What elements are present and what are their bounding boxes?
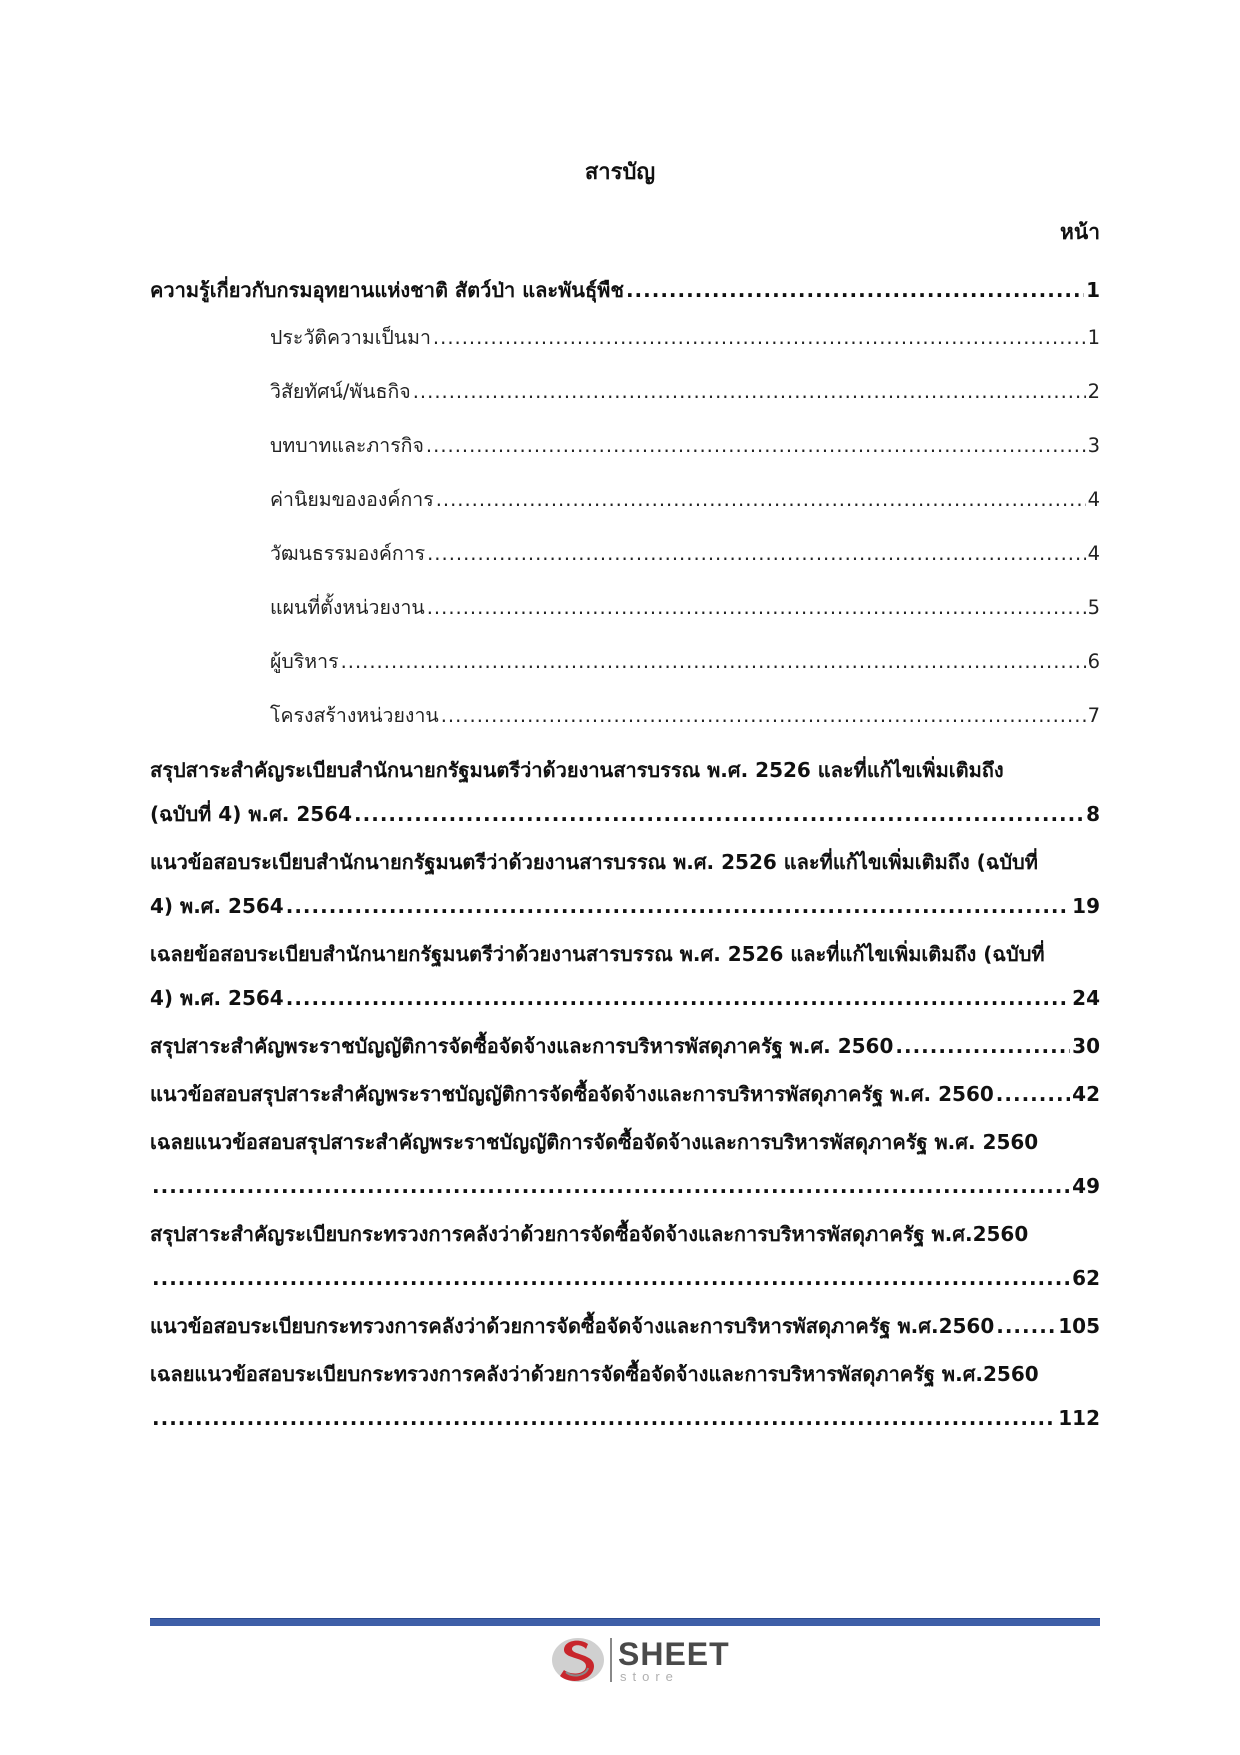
toc-entry-main [150,932,1100,1020]
toc-entry-main [150,1304,1100,1348]
dot-leader [426,424,1086,468]
toc-line [150,976,1100,1020]
toc-line [270,424,1100,468]
footer-rule [150,1618,1100,1626]
toc-entry-sub [150,424,1100,468]
toc-page-number: 105 [1058,1314,1100,1338]
toc-line [270,694,1100,738]
toc-entry-main [150,748,1100,836]
toc-line [150,1164,1100,1208]
dot-leader [152,1256,1070,1300]
page-column-header: หน้า [1060,220,1100,244]
toc-page-number: 24 [1072,986,1100,1010]
toc-entry-text: ค่านิยมขององค์การ [270,488,434,511]
toc-entry-sub [150,370,1100,414]
toc-entry-text: แนวข้อสอบระเบียบสำนักนายกรัฐมนตรีว่าด้วยงานสารบรรณ พ.ศ. 2526 และที่แก้ไขเพิ่มเติมถึง (ฉบับที่ [150,850,1038,874]
toc-line [270,586,1100,630]
logo-separator [610,1638,612,1682]
toc-entry-text: วัฒนธรรมองค์การ [270,542,426,565]
toc-line [150,1212,1100,1256]
toc-entry-text: 4) พ.ศ. 2564 [150,894,284,918]
toc-line [150,1120,1100,1164]
toc-line [150,1304,1100,1348]
toc-page-number: 5 [1087,596,1100,619]
sheet-store-s-icon [550,1632,606,1692]
dot-leader [413,370,1086,414]
toc-line [150,1256,1100,1300]
toc-line [150,268,1100,312]
toc-page-number: 62 [1072,1266,1100,1290]
toc-page-number: 30 [1072,1034,1100,1058]
toc-entry-text: เฉลยข้อสอบระเบียบสำนักนายกรัฐมนตรีว่าด้วยงานสารบรรณ พ.ศ. 2526 และที่แก้ไขเพิ่มเติมถึง (ฉบับที่ [150,942,1045,966]
dot-leader [354,792,1084,836]
toc-line [270,478,1100,522]
toc-page-number: 2 [1087,380,1100,403]
dot-leader [441,694,1086,738]
toc-line [270,532,1100,576]
dot-leader [626,268,1084,312]
dot-leader [427,586,1086,630]
toc-entry-text: แผนที่ตั้งหน่วยงาน [270,596,425,619]
toc-line [150,1396,1100,1440]
toc-entry-text: เฉลยแนวข้อสอบระเบียบกระทรวงการคลังว่าด้วยการจัดซื้อจัดจ้างและการบริหารพัสดุภาครัฐ พ.ศ.2560 [150,1362,1039,1386]
dot-leader [286,976,1070,1020]
table-of-contents [150,268,1100,1444]
dot-leader [436,478,1086,522]
toc-entry-text: ความรู้เกี่ยวกับกรมอุทยานแห่งชาติ สัตว์ป่า และพันธุ์พืช [150,278,624,302]
dot-leader [286,884,1070,928]
page-title: สารบัญ [584,160,656,185]
toc-entry-text: เฉลยแนวข้อสอบสรุปสาระสำคัญพระราชบัญญัติการจัดซื้อจัดจ้างและการบริหารพัสดุภาครัฐ พ.ศ. 2560 [150,1130,1039,1154]
toc-line [150,792,1100,836]
toc-page-number: 3 [1087,434,1100,457]
toc-line [270,316,1100,360]
toc-entry-text: ผู้บริหาร [270,650,339,673]
toc-entry-text: แนวข้อสอบระเบียบกระทรวงการคลังว่าด้วยการจัดซื้อจัดจ้างและการบริหารพัสดุภาครัฐ พ.ศ.2560 [150,1314,995,1338]
toc-entry-main [150,1352,1100,1440]
dot-leader [427,532,1085,576]
toc-entry-text: สรุปสาระสำคัญพระราชบัญญัติการจัดซื้อจัดจ้างและการบริหารพัสดุภาครัฐ พ.ศ. 2560 [150,1034,894,1058]
toc-line [270,640,1100,684]
toc-page-number: 8 [1086,802,1100,826]
toc-entry-main [150,840,1100,928]
logo-subtitle: store [620,1669,679,1684]
toc-entry-text: แนวข้อสอบสรุปสาระสำคัญพระราชบัญญัติการจัดซื้อจัดจ้างและการบริหารพัสดุภาครัฐ พ.ศ. 2560 [150,1082,994,1106]
toc-entry-main [150,268,1100,312]
dot-leader [152,1164,1070,1208]
sheet-store-logo [550,1632,730,1690]
toc-entry-text: ประวัติความเป็นมา [270,326,431,349]
toc-entry-text: โครงสร้างหน่วยงาน [270,704,439,727]
toc-entry-main [150,1072,1100,1116]
toc-entry-sub [150,478,1100,522]
toc-entry-sub [150,640,1100,684]
logo-wordmark: SHEET [618,1636,730,1672]
toc-entry-main [150,1212,1100,1300]
toc-page-number: 112 [1058,1406,1100,1430]
toc-entry-text: สรุปสาระสำคัญระเบียบสำนักนายกรัฐมนตรีว่าด้วยงานสารบรรณ พ.ศ. 2526 และที่แก้ไขเพิ่มเติมถึง [150,758,1004,782]
toc-entry-text: 4) พ.ศ. 2564 [150,986,284,1010]
toc-entry-text: สรุปสาระสำคัญระเบียบกระทรวงการคลังว่าด้วยการจัดซื้อจัดจ้างและการบริหารพัสดุภาครัฐ พ.ศ.2560 [150,1222,1029,1246]
toc-entry-text: (ฉบับที่ 4) พ.ศ. 2564 [150,802,353,826]
toc-line [150,884,1100,928]
toc-entry-text: วิสัยทัศน์/พันธกิจ [270,380,411,403]
dot-leader [341,640,1086,684]
toc-entry-sub [150,316,1100,360]
dot-leader [152,1396,1056,1440]
toc-line [270,370,1100,414]
toc-line [150,840,1100,884]
toc-page-number: 6 [1087,650,1100,673]
toc-page-number: 4 [1087,542,1100,565]
toc-line [150,1072,1100,1116]
toc-page-number: 1 [1086,278,1100,302]
toc-line [150,932,1100,976]
toc-line [150,1352,1100,1396]
toc-page-number: 4 [1087,488,1100,511]
toc-page-number: 7 [1087,704,1100,727]
dot-leader [895,1024,1070,1068]
toc-entry-text: บทบาทและภารกิจ [270,434,424,457]
toc-entry-sub [150,694,1100,738]
toc-page-number: 1 [1087,326,1100,349]
dot-leader [433,316,1086,360]
toc-page-number: 19 [1072,894,1100,918]
toc-entry-main [150,1024,1100,1068]
dot-leader [996,1304,1056,1348]
toc-entry-sub [150,586,1100,630]
toc-entry-main [150,1120,1100,1208]
toc-line [150,1024,1100,1068]
toc-entry-sub [150,532,1100,576]
dot-leader [996,1072,1070,1116]
toc-page-number: 42 [1072,1082,1100,1106]
toc-line [150,748,1100,792]
toc-page-number: 49 [1072,1174,1100,1198]
